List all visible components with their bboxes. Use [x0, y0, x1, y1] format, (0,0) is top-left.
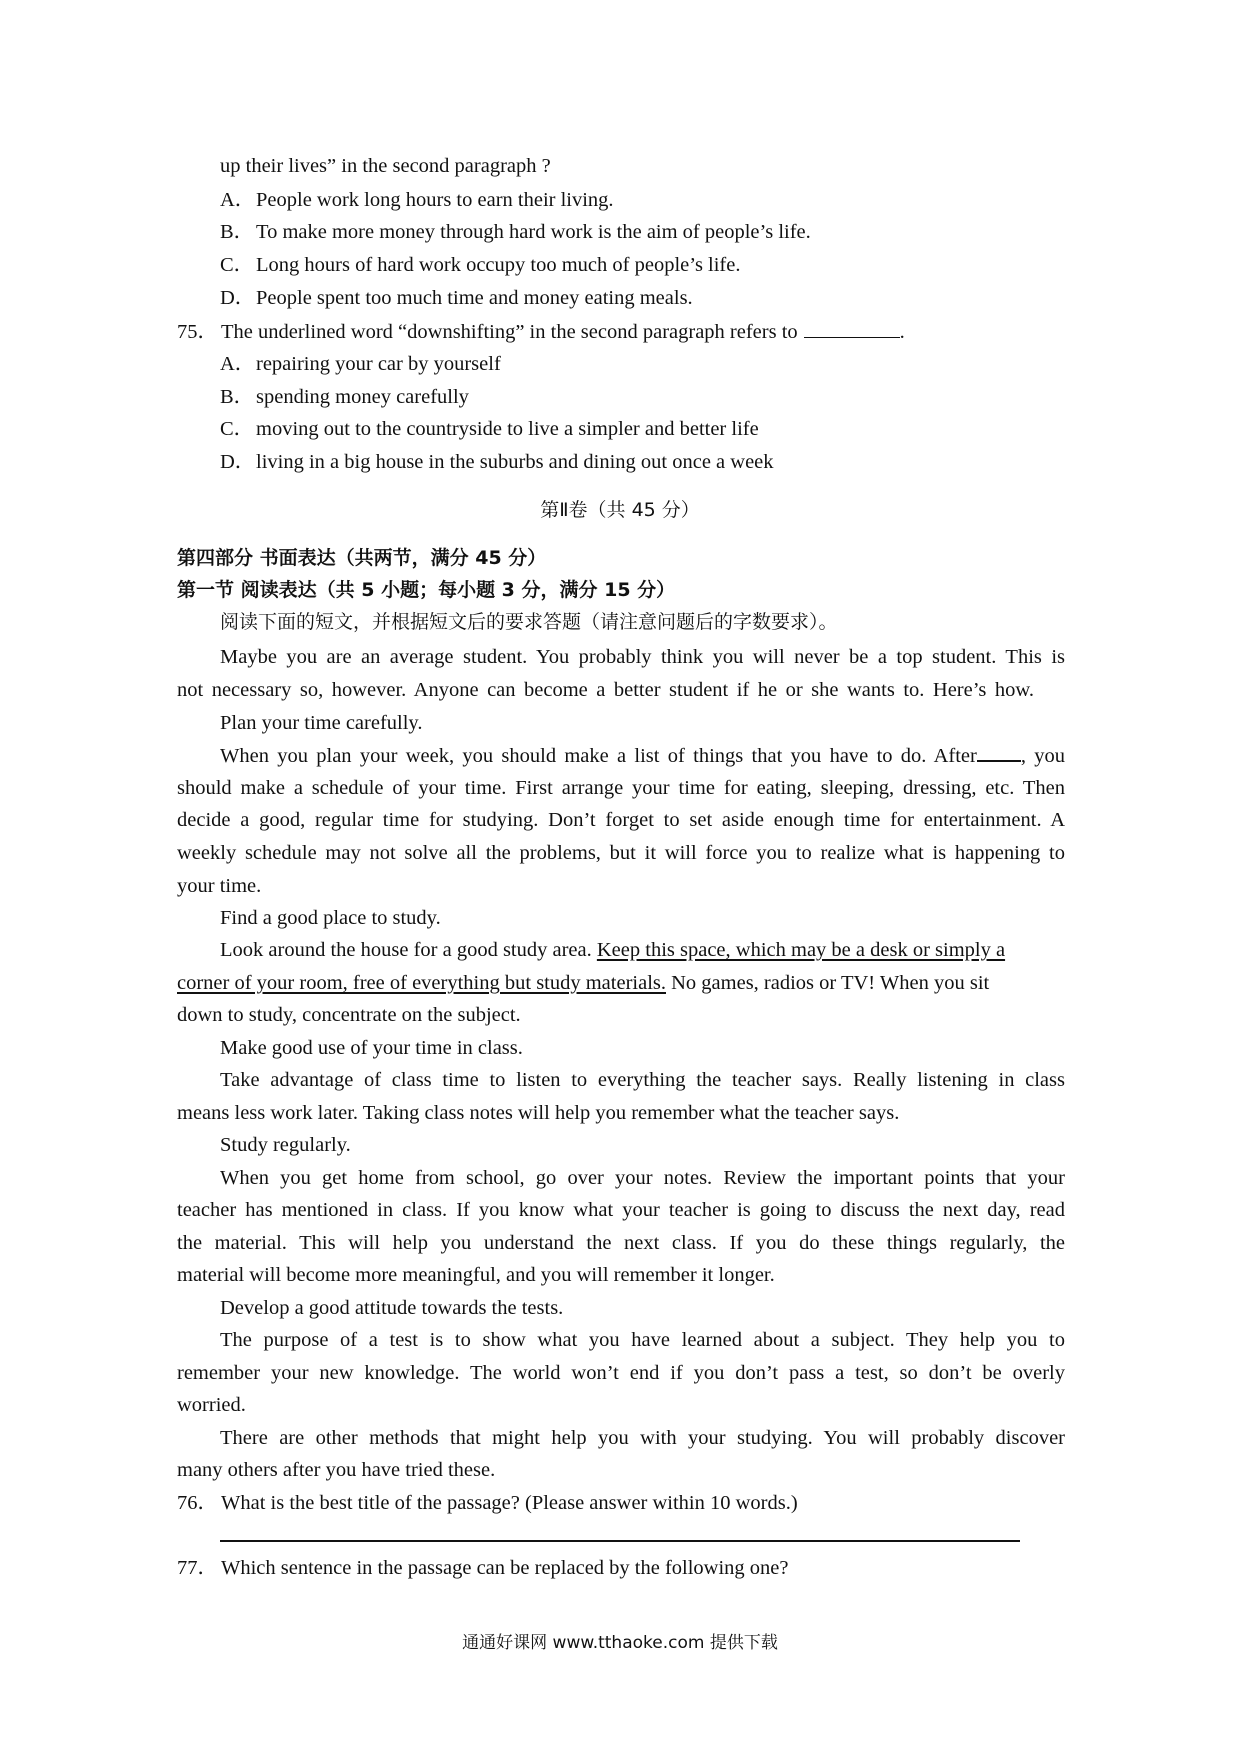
option-text: To make more money through hard work is the aim of people’s life.	[256, 221, 811, 243]
option-letter: B．	[220, 221, 255, 243]
underlined-sentence: Keep this space, which may be a desk or simply a	[596, 939, 1006, 961]
passage-text: When you plan your week, you should make a list of things that you have to do. After	[220, 745, 977, 767]
passage-line: Take advantage of class time to listen to everything the teacher says. Really listening in class	[220, 1069, 1065, 1091]
passage-heading: Find a good place to study.	[220, 907, 441, 929]
option-text: spending money carefully	[256, 386, 469, 408]
passage-line: weekly schedule may not solve all the problems, but it will force you to realize what is happening to	[177, 842, 1065, 864]
passage-line: Maybe you are an average student. You probably think you will never be a top student. This is	[220, 646, 1065, 668]
option-letter: D．	[220, 287, 256, 309]
q74-option-a	[220, 188, 614, 212]
q75-option-a	[220, 352, 501, 376]
section-title: 第Ⅱ卷（共 45 分）	[540, 499, 700, 521]
passage-line: There are other methods that might help you with your studying. You will probably discover	[220, 1427, 1065, 1449]
fill-blank	[977, 744, 1021, 762]
passage-line: should make a schedule of your time. First arrange your time for eating, sleeping, dressing, etc. Then	[177, 777, 1065, 799]
option-text: repairing your car by yourself	[256, 353, 501, 375]
passage-line	[220, 744, 1065, 768]
passage-line: teacher has mentioned in class. If you know what your teacher is going to discuss the next day, read	[177, 1199, 1065, 1221]
passage-line: When you get home from school, go over your notes. Review the important points that your	[220, 1167, 1065, 1189]
option-letter: A．	[220, 189, 256, 211]
q75-stem	[177, 319, 905, 344]
question-number: 76．	[177, 1492, 218, 1514]
page-footer: 通通好课网 www.tthaoke.com 提供下载	[462, 1633, 778, 1653]
question-text: Which sentence in the passage can be replaced by the following one?	[221, 1557, 789, 1579]
passage-line: The purpose of a test is to show what you have learned about a subject. They help you to	[220, 1329, 1065, 1351]
passage-heading: Develop a good attitude towards the tests.	[220, 1297, 564, 1319]
passage-text: Look around the house for a good study area.	[220, 939, 592, 961]
option-letter: B．	[220, 386, 255, 408]
question-number: 77．	[177, 1557, 218, 1579]
passage-heading: Make good use of your time in class.	[220, 1037, 523, 1059]
passage-line: your time.	[177, 875, 262, 897]
q75-option-b	[220, 385, 469, 409]
q74-stem-continuation: up their lives” in the second paragraph ?	[220, 155, 551, 177]
passage-line: decide a good, regular time for studying. Don’t forget to set aside enough time for entertainment. A	[177, 809, 1065, 831]
option-letter: A．	[220, 353, 256, 375]
answer-blank	[804, 319, 900, 338]
passage-line: down to study, concentrate on the subject.	[177, 1004, 521, 1026]
q75-option-d	[220, 450, 774, 474]
q74-option-d	[220, 286, 693, 310]
part-heading: 第四部分 书面表达（共两节，满分 45 分）	[177, 547, 547, 569]
option-text: People work long hours to earn their living.	[256, 189, 614, 211]
passage-line: not necessary so, however. Anyone can become a better student if he or she wants to. Here’s how.	[177, 679, 1034, 701]
underlined-sentence: corner of your room, free of everything but study materials.	[177, 972, 666, 994]
passage-line: material will become more meaningful, and you will remember it longer.	[177, 1264, 775, 1286]
q74-option-b	[220, 220, 811, 244]
q76-stem	[177, 1491, 798, 1515]
q74-option-c	[220, 253, 740, 277]
question-end: .	[899, 321, 905, 343]
passage-line: remember your new knowledge. The world won’t end if you don’t pass a test, so don’t be overly	[177, 1362, 1065, 1384]
option-text: living in a big house in the suburbs and dining out once a week	[256, 451, 774, 473]
passage-line: the material. This will help you understand the next class. If you do these things regularly, the	[177, 1232, 1065, 1254]
option-letter: C．	[220, 418, 255, 440]
option-text: Long hours of hard work occupy too much of people’s life.	[256, 254, 741, 276]
section-heading: 第一节 阅读表达（共 5 小题；每小题 3 分，满分 15 分）	[177, 579, 676, 601]
question-text: What is the best title of the passage? (Please answer within 10 words.)	[221, 1492, 798, 1514]
question-number: 75．	[177, 321, 218, 343]
passage-line	[220, 938, 1065, 962]
option-text: moving out to the countryside to live a simpler and better life	[256, 418, 759, 440]
passage-text: , you	[1020, 745, 1065, 767]
passage-heading: Plan your time carefully.	[220, 712, 423, 734]
passage-line: many others after you have tried these.	[177, 1459, 496, 1481]
instruction: 阅读下面的短文，并根据短文后的要求答题（请注意问题后的字数要求）。	[220, 611, 838, 633]
option-text: People spent too much time and money eating meals.	[256, 287, 693, 309]
passage-heading: Study regularly.	[220, 1134, 351, 1156]
question-text: The underlined word “downshifting” in the second paragraph refers to	[221, 321, 798, 343]
answer-line[interactable]	[220, 1540, 1020, 1542]
passage-line	[177, 971, 1065, 995]
passage-line: means less work later. Taking class notes will help you remember what the teacher says.	[177, 1102, 900, 1124]
passage-line: worried.	[177, 1394, 246, 1416]
q75-option-c	[220, 417, 759, 441]
option-letter: C．	[220, 254, 255, 276]
q77-stem	[177, 1556, 789, 1580]
option-letter: D．	[220, 451, 256, 473]
passage-text: No games, radios or TV! When you sit	[671, 972, 990, 994]
